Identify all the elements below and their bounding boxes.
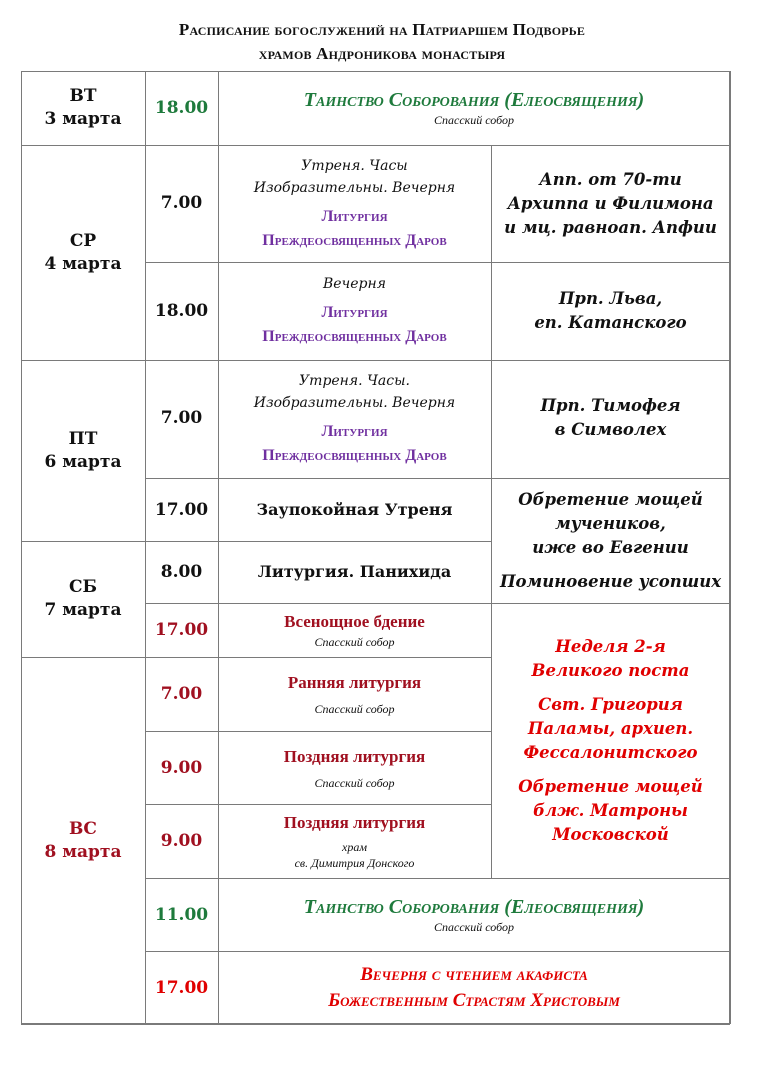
grid-line — [21, 541, 491, 542]
time-cell: 17.00 — [154, 620, 209, 640]
saint-line: Фессалонитского — [523, 742, 698, 762]
grid-line — [145, 731, 491, 732]
liturgy-title: Литургия — [321, 304, 388, 321]
grid-line — [21, 71, 730, 72]
saint-line: Поминовение усопших — [499, 571, 722, 591]
service-title: Вечерня с чтением акафиста — [360, 963, 588, 985]
day-date: 6 марта — [44, 451, 122, 472]
service-title: Поздняя литургия — [283, 813, 426, 832]
day-name: СР — [69, 230, 97, 251]
service-cell — [218, 731, 491, 804]
grid-line — [21, 71, 22, 1024]
time-cell: 7.00 — [160, 684, 203, 704]
time-cell: 9.00 — [160, 757, 203, 778]
service-pre: Изобразительны. Вечерня — [253, 179, 456, 196]
service-pre: Утреня. Часы — [301, 157, 408, 174]
day-name: ПТ — [68, 428, 98, 449]
saint-cell — [491, 262, 730, 360]
day-cell-fri — [21, 360, 145, 541]
service-pre: Вечерня — [322, 276, 387, 292]
grid-line — [491, 145, 492, 878]
day-cell-tue — [21, 71, 145, 145]
service-cell — [218, 262, 491, 360]
service-cell — [218, 878, 730, 951]
day-date: 7 марта — [44, 600, 122, 620]
saint-line: Свт. Григория — [538, 694, 683, 714]
saint-cell — [491, 603, 730, 878]
day-cell-wed — [21, 145, 145, 360]
saint-line: Обретение мощей — [518, 489, 703, 509]
title-line-1: Расписание богослужений на Патриаршем Подворье — [178, 20, 586, 39]
day-date: 8 марта — [44, 841, 122, 862]
service-cell: Литургия. Панихида — [257, 562, 452, 581]
service-cell: Заупокойная Утреня — [256, 499, 453, 519]
time-cell: 7.00 — [160, 408, 203, 428]
service-place: Спасский собор — [314, 775, 395, 790]
service-title: Таинство Соборования (Елеосвящения) — [303, 895, 645, 918]
service-title: Поздняя литургия — [283, 746, 426, 766]
saint-line: блж. Матроны — [533, 800, 688, 820]
service-pre: Утреня. Часы. — [299, 373, 410, 389]
saint-line: и мц. равноап. Апфии — [504, 217, 717, 237]
day-cell-sat — [21, 541, 145, 657]
day-cell-sun — [21, 657, 145, 1024]
service-place: св. Димитрия Донского — [294, 856, 415, 870]
liturgy-title: Преждеосвященных Даров — [262, 231, 447, 249]
grid-line — [729, 71, 731, 1024]
service-cell — [218, 657, 491, 731]
service-place: храм — [342, 840, 367, 854]
saint-line: Неделя 2-я — [555, 636, 666, 656]
time-cell: 11.00 — [154, 904, 209, 925]
service-title: Ранняя литургия — [287, 673, 422, 692]
service-cell — [218, 71, 730, 145]
saint-line: мучеников, — [555, 513, 666, 533]
day-name: ВТ — [69, 86, 97, 106]
service-cell — [218, 603, 491, 657]
service-place: Спасский собор — [433, 113, 514, 127]
saint-line: Обретение мощей — [518, 776, 703, 796]
service-place: Спасский собор — [314, 702, 395, 716]
grid-line — [145, 603, 730, 604]
saint-line: еп. Катанского — [534, 313, 687, 332]
time-cell: 18.00 — [154, 98, 209, 118]
time-cell: 7.00 — [160, 193, 203, 213]
day-name: СБ — [68, 577, 98, 597]
grid-line — [145, 478, 730, 479]
time-cell: 8.00 — [160, 562, 203, 582]
liturgy-title: Литургия — [321, 423, 388, 440]
day-name: ВС — [69, 818, 97, 839]
grid-line — [21, 145, 730, 146]
page-title — [0, 18, 764, 66]
liturgy-title: Литургия — [321, 207, 388, 225]
saint-line: Апп. от 70-ти — [539, 169, 682, 189]
time-cell: 17.00 — [154, 977, 209, 998]
grid-line — [145, 71, 146, 1024]
service-pre: Изобразительны. Вечерня — [253, 395, 456, 411]
grid-line — [145, 878, 730, 879]
saint-line: Великого поста — [531, 660, 690, 680]
saint-cell — [491, 478, 730, 603]
saint-line: иже во Евгении — [532, 537, 689, 557]
saint-line: в Символех — [554, 420, 667, 439]
saint-line: Московской — [552, 824, 669, 844]
saint-line: Паламы, архиеп. — [527, 718, 694, 738]
saint-line: Прп. Тимофея — [540, 396, 681, 415]
service-title: Таинство Соборования (Елеосвящения) — [303, 89, 645, 111]
saint-line: Прп. Льва, — [558, 289, 663, 308]
saint-cell — [491, 145, 730, 262]
time-cell: 9.00 — [160, 831, 203, 851]
schedule-table — [21, 71, 730, 1024]
grid-line — [21, 360, 730, 361]
liturgy-title: Преждеосвященных Даров — [262, 328, 447, 345]
service-cell — [218, 145, 491, 262]
service-cell — [218, 360, 491, 478]
day-date: 3 марта — [44, 109, 122, 129]
grid-line — [218, 71, 219, 1024]
grid-line — [145, 804, 491, 805]
liturgy-title: Преждеосвященных Даров — [262, 447, 447, 464]
grid-line — [21, 1023, 730, 1025]
saint-line: Архиппа и Филимона — [507, 193, 714, 213]
service-place: Спасский собор — [433, 919, 514, 934]
service-place: Спасский собор — [314, 635, 395, 649]
grid-line — [145, 262, 730, 263]
title-line-2: храмов Андроникова монастыря — [258, 44, 506, 63]
day-date: 4 марта — [44, 253, 122, 274]
saint-cell — [491, 360, 730, 478]
grid-line — [145, 951, 730, 952]
service-title: Божественным Страстям Христовым — [328, 989, 620, 1011]
service-cell — [218, 951, 730, 1024]
service-cell — [218, 804, 491, 878]
grid-line — [21, 657, 491, 658]
time-cell: 17.00 — [154, 499, 209, 520]
service-title: Всенощное бдение — [284, 612, 425, 631]
time-cell: 18.00 — [154, 301, 209, 321]
